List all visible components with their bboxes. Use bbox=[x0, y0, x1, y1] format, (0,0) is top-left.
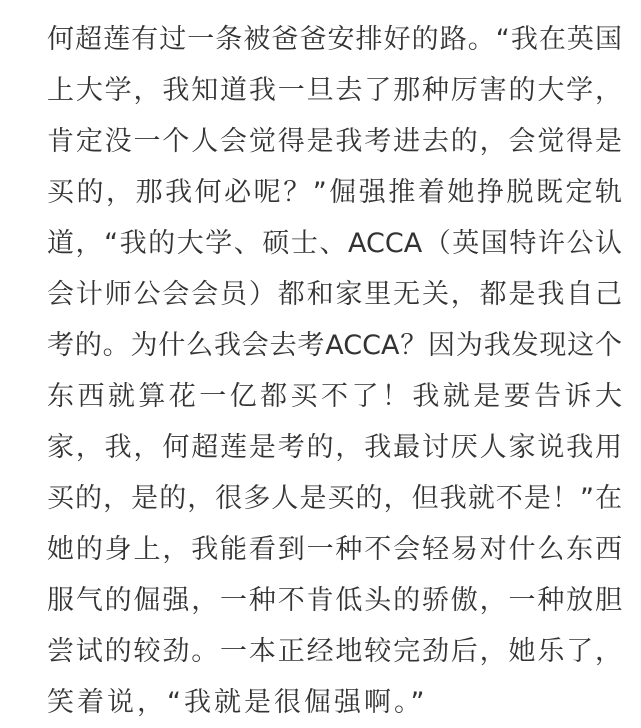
text-line-last: 笑着说，“我就是很倔强啊。” bbox=[47, 687, 428, 718]
text-line: 上大学，我知道我一旦去了那种厉害的大学， bbox=[47, 75, 622, 106]
text-line: 道，“我的大学、硕士、ACCA（英国特许公认 bbox=[47, 228, 622, 259]
text-line: 她的身上，我能看到一种不会轻易对什么东西 bbox=[47, 534, 622, 565]
text-line: 考的。为什么我会去考ACCA？因为我发现这个 bbox=[47, 330, 622, 361]
article-paragraph bbox=[47, 14, 622, 728]
text-line: 买的，是的，很多人是买的，但我就不是！”在 bbox=[47, 483, 622, 514]
text-line: 东西就算花一亿都买不了！我就是要告诉大 bbox=[47, 381, 622, 412]
text-line: 家，我，何超莲是考的，我最讨厌人家说我用 bbox=[47, 432, 622, 463]
text-line: 肯定没一个人会觉得是我考进去的，会觉得是 bbox=[47, 126, 622, 157]
text-line: 尝试的较劲。一本正经地较完劲后，她乐了， bbox=[47, 636, 622, 667]
text-line: 服气的倔强，一种不肯低头的骄傲，一种放胆 bbox=[47, 585, 622, 616]
text-line: 买的，那我何必呢？”倔强推着她挣脱既定轨 bbox=[47, 177, 622, 208]
text-line: 何超莲有过一条被爸爸安排好的路。“我在英国 bbox=[47, 24, 622, 55]
text-line: 会计师公会会员）都和家里无关，都是我自己 bbox=[47, 279, 622, 310]
